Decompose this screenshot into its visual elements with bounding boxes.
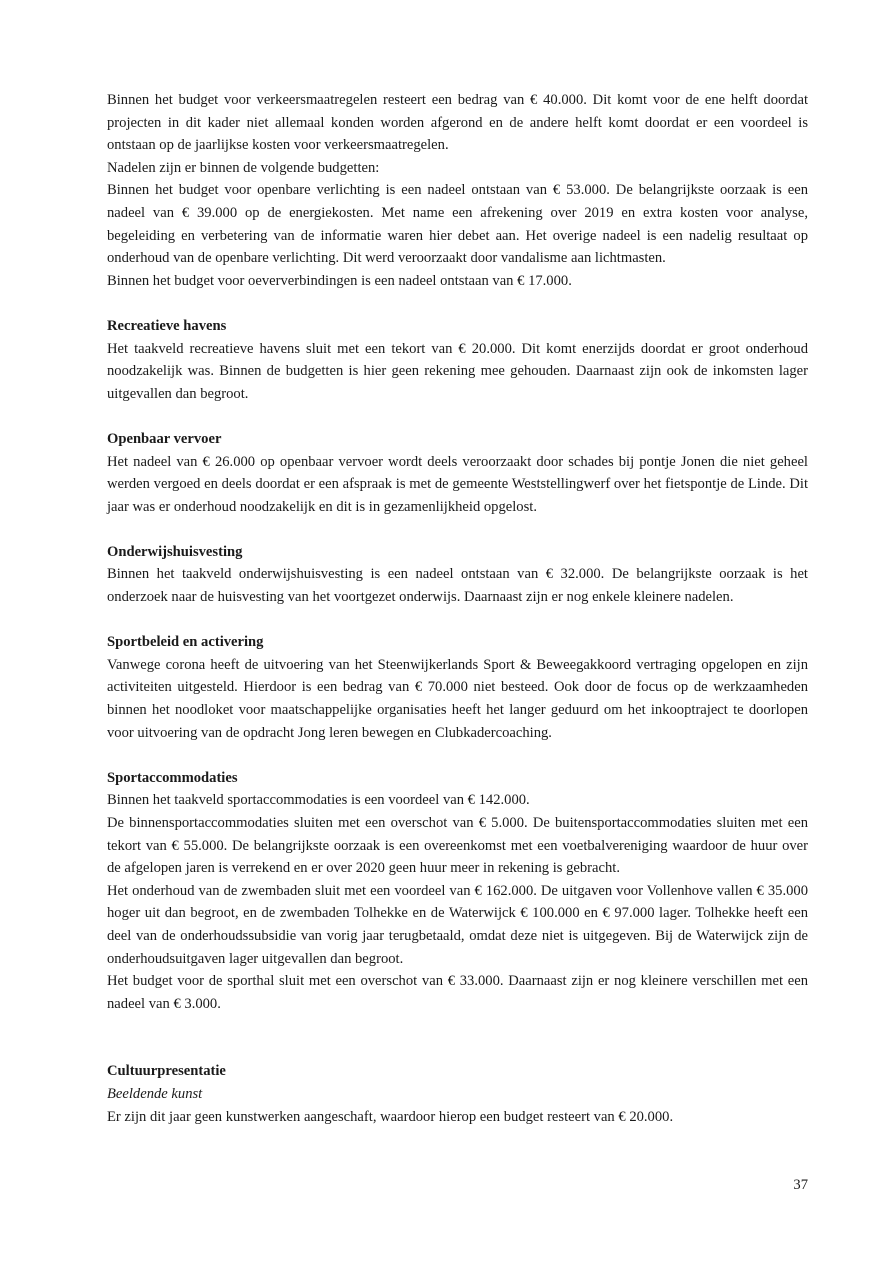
heading-cultuurpresentatie: Cultuurpresentatie <box>107 1063 226 1080</box>
paragraph-sportaccommodaties-1: Binnen het taakveld sportaccommodaties is een voordeel van € 142.000. <box>107 792 530 809</box>
paragraph-oeververbindingen: Binnen het budget voor oeververbindingen is een nadeel ontstaan van € 17.000. <box>107 272 572 289</box>
paragraph-sportaccommodaties-2: De binnensportaccommodaties sluiten met een overschot van € 5.000. De buitensportaccommodaties sluiten met een tekort van € 55.000. De belangrijkste oorzaak is een overeenkomst met een voetbalvereniging waardoor de huur over de afgelopen jaren is verrekend en er over 2020 geen huur meer in rekening is gebracht. <box>107 815 808 877</box>
heading-sportaccommodaties: Sportaccommodaties <box>107 769 238 786</box>
subheading-beeldende-kunst: Beeldende kunst <box>107 1085 203 1102</box>
paragraph-openbare-verlichting: Binnen het budget voor openbare verlichting is een nadeel ontstaan van € 53.000. De belangrijkste oorzaak is een nadeel van € 39.000 op de energiekosten. Met name een afrekening over 2019 en extra kosten voor analyse, begeleiding en verbetering van de informatie waren hier debet aan. Het overige nadeel is een nadelig resultaat op onderhoud van de openbare verlichting. Dit werd veroorzaakt door vandalisme aan lichtmasten. <box>107 182 808 267</box>
paragraph-beeldende-kunst: Er zijn dit jaar geen kunstwerken aangeschaft, waardoor hierop een budget resteert van € 20.000. <box>107 1108 674 1125</box>
paragraph-sportbeleid: Vanwege corona heeft de uitvoering van het Steenwijkerlands Sport & Beweegakkoord vertraging opgelopen en zijn activiteiten uitgesteld. Hierdoor is een bedrag van € 70.000 niet besteed. Ook door de focus op de werkzaamheden binnen het noodloket voor maatschappelijke organisaties heeft het langer geduurd om het inkooptraject te doorlopen voor uitvoering van de opdracht Jong leren bewegen en Clubkadercoaching. <box>107 656 808 741</box>
paragraph-recreatieve-havens: Het taakveld recreatieve havens sluit met een tekort van € 20.000. Dit komt enerzijds doordat er groot onderhoud noodzakelijk was. Binnen de budgetten is hier geen rekening mee gehouden. Daarnaast zijn ook de inkomsten lager uitgevallen dan begroot. <box>107 340 808 402</box>
document-body <box>107 89 808 1128</box>
heading-recreatieve-havens: Recreatieve havens <box>107 317 227 334</box>
paragraph-sportaccommodaties-3: Het onderhoud van de zwembaden sluit met een voordeel van € 162.000. De uitgaven voor Vollenhove vallen € 35.000 hoger uit dan begroot, en de zwembaden Tolhekke en de Waterwijck € 100.000 en € 97.000 lager. Tolhekke heeft een deel van de onderhoudssubsidie van vorig jaar terugbetaald, omdat deze niet is uitgegeven. Bij de Waterwijck zijn de onderhoudsuitgaven lager uitgevallen dan begroot. <box>107 882 808 967</box>
paragraph-onderwijshuisvesting: Binnen het taakveld onderwijshuisvesting is een nadeel ontstaan van € 32.000. De belangrijkste oorzaak is het onderzoek naar de huisvesting van het voortgezet onderwijs. Daarnaast zijn er nog enkele kleinere nadelen. <box>107 566 808 606</box>
heading-openbaar-vervoer: Openbaar vervoer <box>107 430 222 447</box>
heading-sportbeleid: Sportbeleid en activering <box>107 634 264 651</box>
paragraph-nadelen-intro: Nadelen zijn er binnen de volgende budgetten: <box>107 159 380 176</box>
heading-onderwijshuisvesting: Onderwijshuisvesting <box>107 543 243 560</box>
paragraph-openbaar-vervoer: Het nadeel van € 26.000 op openbaar vervoer wordt deels veroorzaakt door schades bij pontje Jonen die niet geheel werden vergoed en deels doordat er een afspraak is met de gemeente Weststellingwerf over het fietspontje de Linde. Dit jaar was er onderhoud noodzakelijk en dit is in gezamenlijkheid opgelost. <box>107 453 808 515</box>
page-number: 37 <box>793 1177 808 1193</box>
paragraph-verkeersmaatregelen: Binnen het budget voor verkeersmaatregelen resteert een bedrag van € 40.000. Dit komt voor de ene helft doordat projecten in dit kader niet allemaal konden worden afgerond en de andere helft komt doordat er een voordeel is ontstaan op de jaarlijkse kosten voor verkeersmaatregelen. <box>107 92 808 154</box>
paragraph-sportaccommodaties-4: Het budget voor de sporthal sluit met een overschot van € 33.000. Daarnaast zijn er nog kleinere verschillen met een nadeel van € 3.000. <box>107 973 808 1012</box>
